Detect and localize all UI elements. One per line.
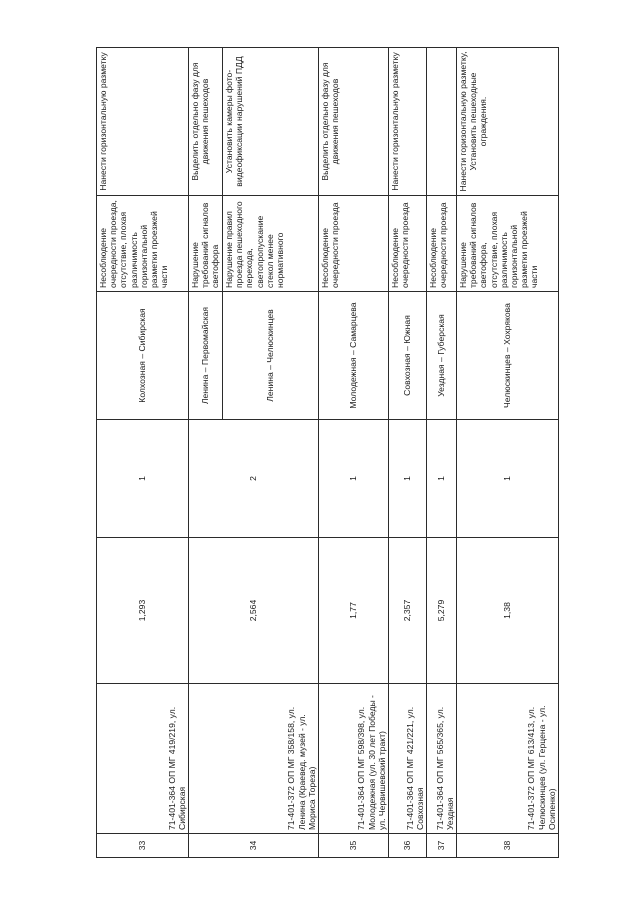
crossing-count: 1: [97, 420, 189, 538]
crossing-name: Колхозная – Сибирская: [97, 292, 189, 420]
road-address: 71-401-364 ОП МГ 598/398, ул. Молодежная (ул. 30 лет Победы - ул. Червишевский тракт): [319, 684, 389, 834]
crossing-name: Молодежная – Самарцева: [319, 292, 389, 420]
table-row: [457, 48, 559, 858]
road-sections-table: [96, 47, 559, 858]
violation-text: Нарушение требований сигналов светофора: [189, 196, 223, 292]
measure-text: Нанести горизонтальную разметку, Установить пешеходные ограждения.: [457, 48, 559, 196]
violation-text: Несоблюдение очередности проезда: [319, 196, 389, 292]
section-length: 2,564: [189, 538, 319, 684]
section-length: 1,38: [457, 538, 559, 684]
violation-text: Несоблюдение очередности проезда: [389, 196, 427, 292]
violation-text: Несоблюдение очередности проезда: [427, 196, 457, 292]
table-row: [189, 48, 223, 858]
measure-text: Выделить отдельно фазу для движения пешеходов: [189, 48, 223, 196]
document-page: [96, 48, 606, 858]
road-address: 71-401-364 ОП МГ 565/365, ул. Уездная: [427, 684, 457, 834]
crossing-name: Челюскинцев – Хохрякова: [457, 292, 559, 420]
road-address: 71-401-372 ОП МГ 358/158, ул. Ленина (Краевед. музей - ул. Мориса Тореза): [189, 684, 319, 834]
violation-text: Несоблюдение очередности проезда, отсутствие, плохая различимость горизонтальной разметки проезжей части: [97, 196, 189, 292]
measure-text: [427, 48, 457, 196]
section-length: 1,77: [319, 538, 389, 684]
table-row: [389, 48, 427, 858]
violation-text: Нарушение требований сигналов светофора, отсутствие, плохая различимость горизонтальной разметки проезжей части: [457, 196, 559, 292]
crossing-count: 2: [189, 420, 319, 538]
table-row: [97, 48, 189, 858]
road-address: 71-401-372 ОП МГ 613/413, ул. Челюскинцев (ул. Герцена - ул. Осипенко): [457, 684, 559, 834]
crossing-count: 1: [389, 420, 427, 538]
section-length: 1,293: [97, 538, 189, 684]
measure-text: Нанести горизонтальную разметку: [97, 48, 189, 196]
row-number: 36: [389, 834, 427, 858]
crossing-count: 1: [319, 420, 389, 538]
section-length: 2,357: [389, 538, 427, 684]
violation-text: Нарушение правил проезда пешеходного перехода, светопропускание стекол менее нормативного: [223, 196, 319, 292]
row-number: 38: [457, 834, 559, 858]
crossing-name: Уездная – Губерская: [427, 292, 457, 420]
crossing-name: Ленина – Челюскинцев: [223, 292, 319, 420]
row-number: 34: [189, 834, 319, 858]
section-length: 5,279: [427, 538, 457, 684]
crossing-count: 1: [427, 420, 457, 538]
row-number: 35: [319, 834, 389, 858]
road-address: 71-401-364 ОП МГ 419/219, ул. Сибирская: [97, 684, 189, 834]
crossing-count: 1: [457, 420, 559, 538]
measure-text: Выделить отдельно фазу для движения пешеходов: [319, 48, 389, 196]
measure-text: Установить камеры фото-видеофиксации нарушений ПДД: [223, 48, 319, 196]
table-row: [319, 48, 389, 858]
crossing-name: Ленина – Первомайская: [189, 292, 223, 420]
table-row: [427, 48, 457, 858]
row-number: 37: [427, 834, 457, 858]
crossing-name: Совхозная – Южная: [389, 292, 427, 420]
measure-text: Нанести горизонтальную разметку: [389, 48, 427, 196]
row-number: 33: [97, 834, 189, 858]
road-address: 71-401-364 ОП МГ 421/221, ул. Совхозная: [389, 684, 427, 834]
